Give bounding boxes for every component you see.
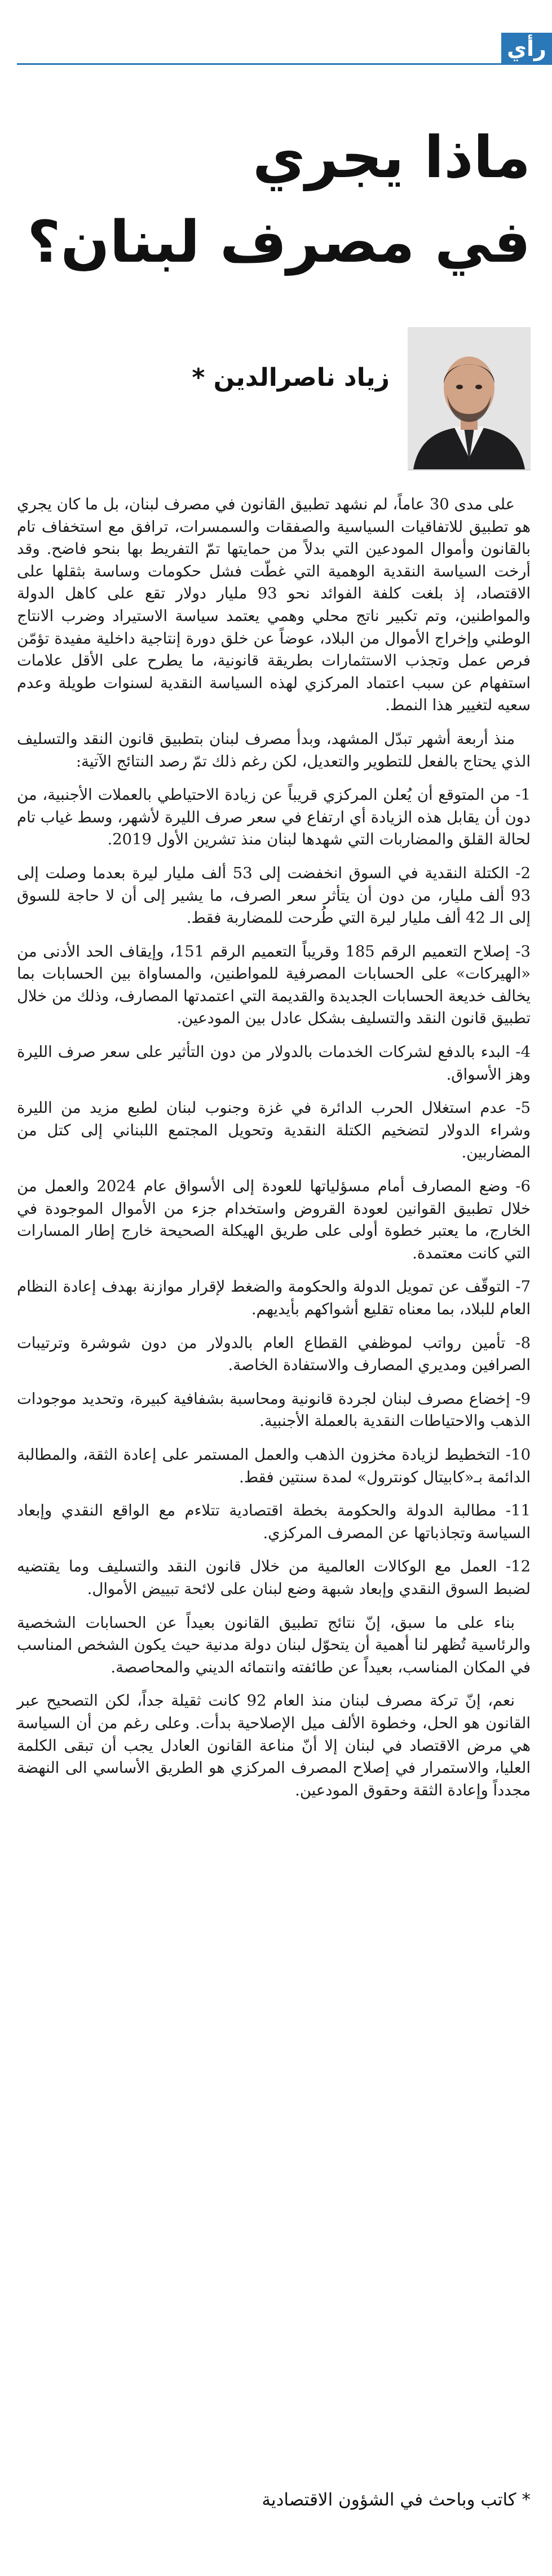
author-name: زياد ناصرالدين * bbox=[192, 363, 390, 392]
article-headline bbox=[17, 116, 531, 285]
headline-line-2: في مصرف لبنان؟ bbox=[27, 209, 531, 276]
section-tag[interactable]: رأي bbox=[501, 33, 552, 64]
article-body bbox=[17, 494, 531, 1813]
body-paragraph: على مدى 30 عاماً، لم نشهد تطبيق القانون في مصرف لبنان، بل ما كان يجري هو تطبيق للاتفاقيات السياسية والصفقات والسمسرات، ترافق مع استخفاف تام بالقانون وأموال المودعين التي بدلاً من حمايتها تمّ التفريط بها بنحو فاضح. وقد أرخت السياسة النقدية الوهمية التي غطّت فشل حكومات وساسة بثقلها على الاقتصاد، إذ بلغت كلفة الفوائد نحو 93 مليار دولار تقع على كاهل الدولة والمواطنين، وتم تكبير ناتج محلي وهمي يعتمد سياسة الاستيراد وضرب الانتاج الوطني وإخراج الأموال من البلاد، عوضاً عن خلق دورة إنتاجية داخلية مفيدة تؤمّن فرص عمل وتجذب الاستثمارات بطريقة قانونية، ما يطرح على الأقل علامات استفهام عن سبب اعتماد المركزي لهذه السياسة النقدية لسنوات طويلة وعدم سعيه لتغيير هذا النمط. bbox=[17, 496, 531, 715]
list-item: 7- التوقّف عن تمويل الدولة والحكومة والضغط لإقرار موازنة بهدف إعادة النظام العام للبلاد، بما معناه تقليع أشواكهم بأيديهم. bbox=[17, 1278, 531, 1318]
list-item: 6- وضع المصارف أمام مسؤلياتها للعودة إلى الأسواق عام 2024 والعمل من خلال تطبيق القوانين لعودة القروض واستخدام جزء من الأموال الموجودة في الخارج، ما يعتبر خطوة أولى على طريق الهيكلة الصحيحة خارج إطار المسارات التي كانت معتمدة. bbox=[17, 1178, 531, 1262]
section-divider bbox=[17, 63, 552, 65]
author-byline bbox=[17, 327, 531, 471]
list-item: 5- عدم استغلال الحرب الدائرة في غزة وجنوب لبنان لطبع مزيد من الليرة وشراء الدولار لتضخيم الكتلة النقدية وتحويل المجتمع اللبناني إلى كتل من المضاربين. bbox=[17, 1099, 531, 1162]
list-item: 11- مطالبة الدولة والحكومة بخطة اقتصادية تتلاءم مع الواقع النقدي وإبعاد السياسة وتجاذباتها عن المصرف المركزي. bbox=[17, 1502, 531, 1542]
list-item: 3- إصلاح التعميم الرقم 185 وقريباً التعميم الرقم 151، وإيقاف الحد الأدنى من «الهيركات» على الحسابات المصرفية للمواطنين، والمساواة بين الحسابات بما يخالف خديعة الحسابات الجديدة والقديمة التي اعتمدتها المصارف، وذلك من خلال تطبيق قانون النقد والتسليف بشكل عادل بين المودعين. bbox=[17, 943, 531, 1028]
body-paragraph: نعم، إنّ تركة مصرف لبنان منذ العام 92 كانت ثقيلة جداً، لكن التصحيح عبر القانون هو الحل، وخطوة الألف ميل الإصلاحية بدأت. وعلى رغم من أن السياسة هي مرض الاقتصاد في لبنان إلا أنّ مناعة القانون العادل يجب أن تبقى الكلمة العليا، والاستمرار في إصلاح المصرف المركزي هو الطريق الأساسي الى النهضة مجدداً وإعادة الثقة وحقوق المودعين. bbox=[17, 1692, 531, 1799]
list-item: 12- العمل مع الوكالات العالمية من خلال قانون النقد والتسليف وما يقتضيه لضبط السوق النقدي وإبعاد شبهة وضع لبنان على لائحة تبييض الأموال. bbox=[17, 1558, 531, 1598]
author-photo bbox=[408, 327, 531, 470]
headline-line-1: ماذا يجري bbox=[252, 124, 531, 191]
author-portrait-image bbox=[408, 327, 531, 469]
list-item: 8- تأمين رواتب لموظفي القطاع العام بالدولار من دون شوشرة وترتيبات الصرافين ومديري المصارف والاستفادة الخاصة. bbox=[17, 1334, 531, 1375]
body-paragraph: منذ أربعة أشهر تبدّل المشهد، وبدأ مصرف لبنان بتطبيق قانون النقد والتسليف الذي يحتاج بالفعل للتطوير والتعديل، لكن رغم ذلك تمّ رصد النتائج الآتية: bbox=[17, 730, 531, 770]
author-footnote: * كاتب وباحث في الشؤون الاقتصادية bbox=[262, 2490, 531, 2510]
list-item: 10- التخطيط لزيادة مخزون الذهب والعمل المستمر على إعادة الثقة، والمطالبة الدائمة بـ«كابيتال كونترول» لمدة سنتين فقط. bbox=[17, 1446, 531, 1486]
body-paragraph: بناء على ما سبق، إنّ نتائج تطبيق القانون بعيداً عن الحسابات الشخصية والرئاسية تُظهر لنا أهمية أن يتحوّل لبنان دولة مدنية حيث يكون الشخص المناسب في المكان المناسب، بعيداً عن طائفته وانتمائه الديني والمحاصصة. bbox=[17, 1614, 531, 1676]
list-item: 2- الكتلة النقدية في السوق انخفضت إلى 53 ألف مليار ليرة بعدما وصلت إلى 93 ألف مليار، من دون أن يتأثر سعر الصرف، ما يشير إلى أن لا حاجة للسوق إلى الـ 42 ألف مليار ليرة التي طُرحت للمضاربة فقط. bbox=[17, 864, 531, 927]
list-item: 9- إخضاع مصرف لبنان لجردة قانونية ومحاسبة بشفافية كبيرة، وتحديد موجودات الذهب والاحتياطات النقدية بالعملة الأجنبية. bbox=[17, 1390, 531, 1430]
list-item: 4- البدء بالدفع لشركات الخدمات بالدولار من دون التأثير على سعر صرف الليرة وهز الأسواق. bbox=[17, 1043, 531, 1084]
list-item: 1- من المتوقع أن يُعلن المركزي قريباً عن زيادة الاحتياطي بالعملات الأجنبية، من دون أن يقابل هذه الزيادة أي ارتفاع في سعر صرف الليرة لأشهر، وسط غياب تام لحالة القلق والمضاربات التي شهدها لبنان منذ تشرين الأول 2019. bbox=[17, 786, 531, 849]
